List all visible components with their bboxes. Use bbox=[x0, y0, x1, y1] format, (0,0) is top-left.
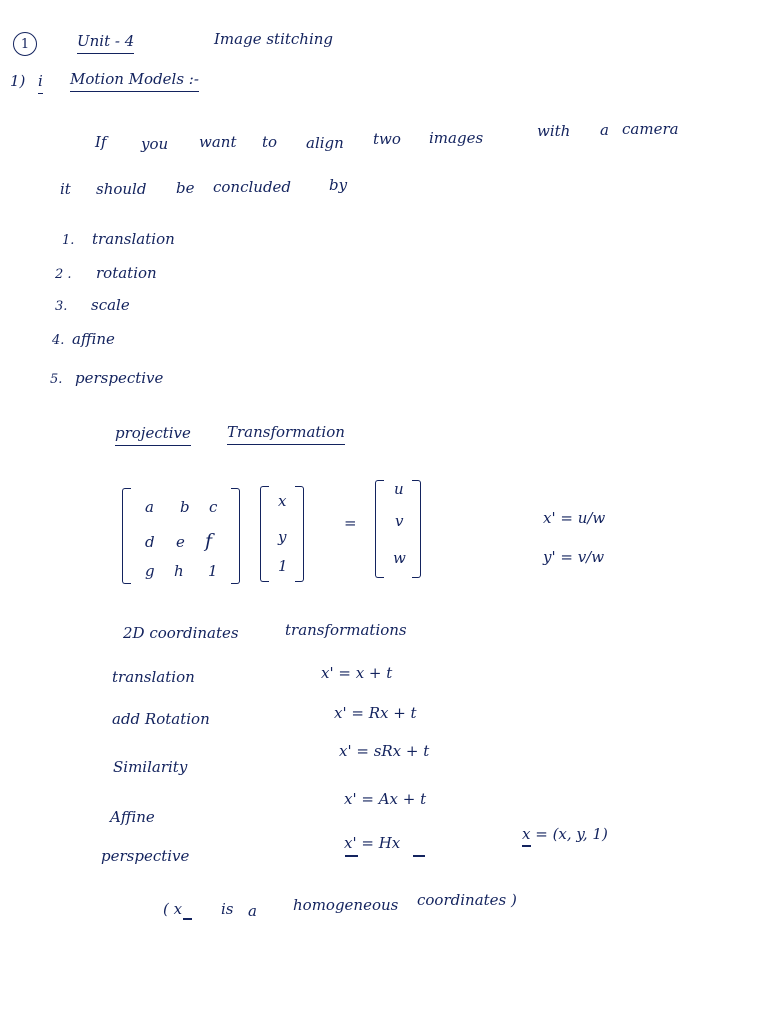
equals-sign: = bbox=[344, 514, 357, 532]
matrix-cell: g bbox=[145, 562, 155, 580]
vector-underline bbox=[183, 918, 192, 920]
vector-cell: x bbox=[278, 492, 287, 510]
intro-word: If bbox=[95, 133, 107, 151]
footnote-word: ( x bbox=[163, 900, 183, 918]
list-number: 5. bbox=[50, 372, 63, 387]
vector-left-bracket bbox=[260, 486, 269, 582]
y-prime-equation: y' = v/w bbox=[543, 548, 605, 566]
vector-underline bbox=[522, 845, 531, 847]
intro-word: should bbox=[96, 180, 147, 198]
list-item: rotation bbox=[96, 264, 157, 282]
intro-word: want bbox=[199, 133, 237, 151]
transform-name: add Rotation bbox=[112, 710, 210, 728]
intro-word: a bbox=[600, 121, 609, 139]
matrix-cell: e bbox=[176, 533, 185, 551]
transform-formula: x' = Hx bbox=[344, 834, 401, 852]
coords-heading: 2D coordinates bbox=[123, 624, 239, 642]
transform-formula: x' = x + t bbox=[321, 664, 393, 682]
homogeneous-definition: x = (x, y, 1) bbox=[522, 825, 608, 843]
result-cell: w bbox=[393, 549, 406, 567]
transformations-heading: transformations bbox=[285, 621, 407, 639]
unit-number-circle: 1 bbox=[13, 32, 37, 56]
result-cell: u bbox=[394, 480, 404, 498]
matrix-right-bracket bbox=[231, 488, 240, 584]
section-sub-number: i bbox=[38, 74, 43, 89]
vector-right-bracket bbox=[295, 486, 304, 582]
list-item: affine bbox=[72, 330, 115, 348]
intro-word: by bbox=[329, 176, 348, 194]
intro-word: you bbox=[141, 135, 169, 153]
footnote-word: is bbox=[221, 900, 234, 918]
topic-title: Image stitching bbox=[214, 30, 334, 48]
x-prime-equation: x' = u/w bbox=[543, 509, 606, 527]
unit-label: Unit - 4 bbox=[77, 34, 134, 49]
transform-formula: x' = sRx + t bbox=[339, 742, 430, 760]
intro-word: with bbox=[537, 122, 571, 140]
projective-heading: projective bbox=[115, 426, 191, 441]
section-title: Motion Models :- bbox=[70, 72, 199, 87]
footnote-word: homogeneous bbox=[293, 896, 399, 914]
transform-name: Similarity bbox=[113, 758, 188, 776]
list-number: 3. bbox=[55, 299, 68, 314]
vector-underline bbox=[413, 855, 425, 857]
vector-underline bbox=[345, 855, 358, 857]
transform-formula: x' = Rx + t bbox=[334, 704, 417, 722]
matrix-cell: f bbox=[205, 530, 213, 552]
transformation-heading: Transformation bbox=[227, 425, 345, 440]
result-left-bracket bbox=[375, 480, 384, 578]
intro-word: two bbox=[373, 130, 401, 148]
vector-cell: y bbox=[278, 528, 287, 546]
intro-word: to bbox=[262, 133, 278, 151]
footnote-word: a bbox=[248, 902, 257, 920]
matrix-cell: c bbox=[209, 498, 218, 516]
vector-cell: 1 bbox=[278, 557, 288, 575]
intro-word: images bbox=[429, 129, 484, 147]
list-number: 2 . bbox=[55, 267, 72, 282]
intro-word: camera bbox=[622, 120, 679, 138]
intro-word: be bbox=[176, 179, 195, 197]
intro-word: align bbox=[306, 134, 344, 152]
transform-name: perspective bbox=[101, 847, 190, 865]
result-right-bracket bbox=[412, 480, 421, 578]
matrix-cell: 1 bbox=[208, 562, 218, 580]
transform-name: Affine bbox=[110, 808, 155, 826]
matrix-cell: b bbox=[180, 498, 190, 516]
list-item: translation bbox=[92, 230, 175, 248]
section-number: 1) bbox=[10, 72, 26, 90]
intro-word: concluded bbox=[213, 178, 292, 196]
matrix-cell: d bbox=[145, 533, 155, 551]
footnote-word: coordinates ) bbox=[417, 891, 517, 909]
result-cell: v bbox=[395, 512, 404, 530]
intro-word: it bbox=[60, 180, 71, 198]
transform-formula: x' = Ax + t bbox=[344, 790, 427, 808]
matrix-cell: a bbox=[145, 498, 154, 516]
list-number: 4. bbox=[52, 333, 65, 348]
list-item: perspective bbox=[75, 369, 164, 387]
list-number: 1. bbox=[62, 233, 75, 248]
transform-name: translation bbox=[112, 668, 195, 686]
matrix-left-bracket bbox=[122, 488, 131, 584]
list-item: scale bbox=[91, 296, 130, 314]
matrix-cell: h bbox=[174, 562, 184, 580]
